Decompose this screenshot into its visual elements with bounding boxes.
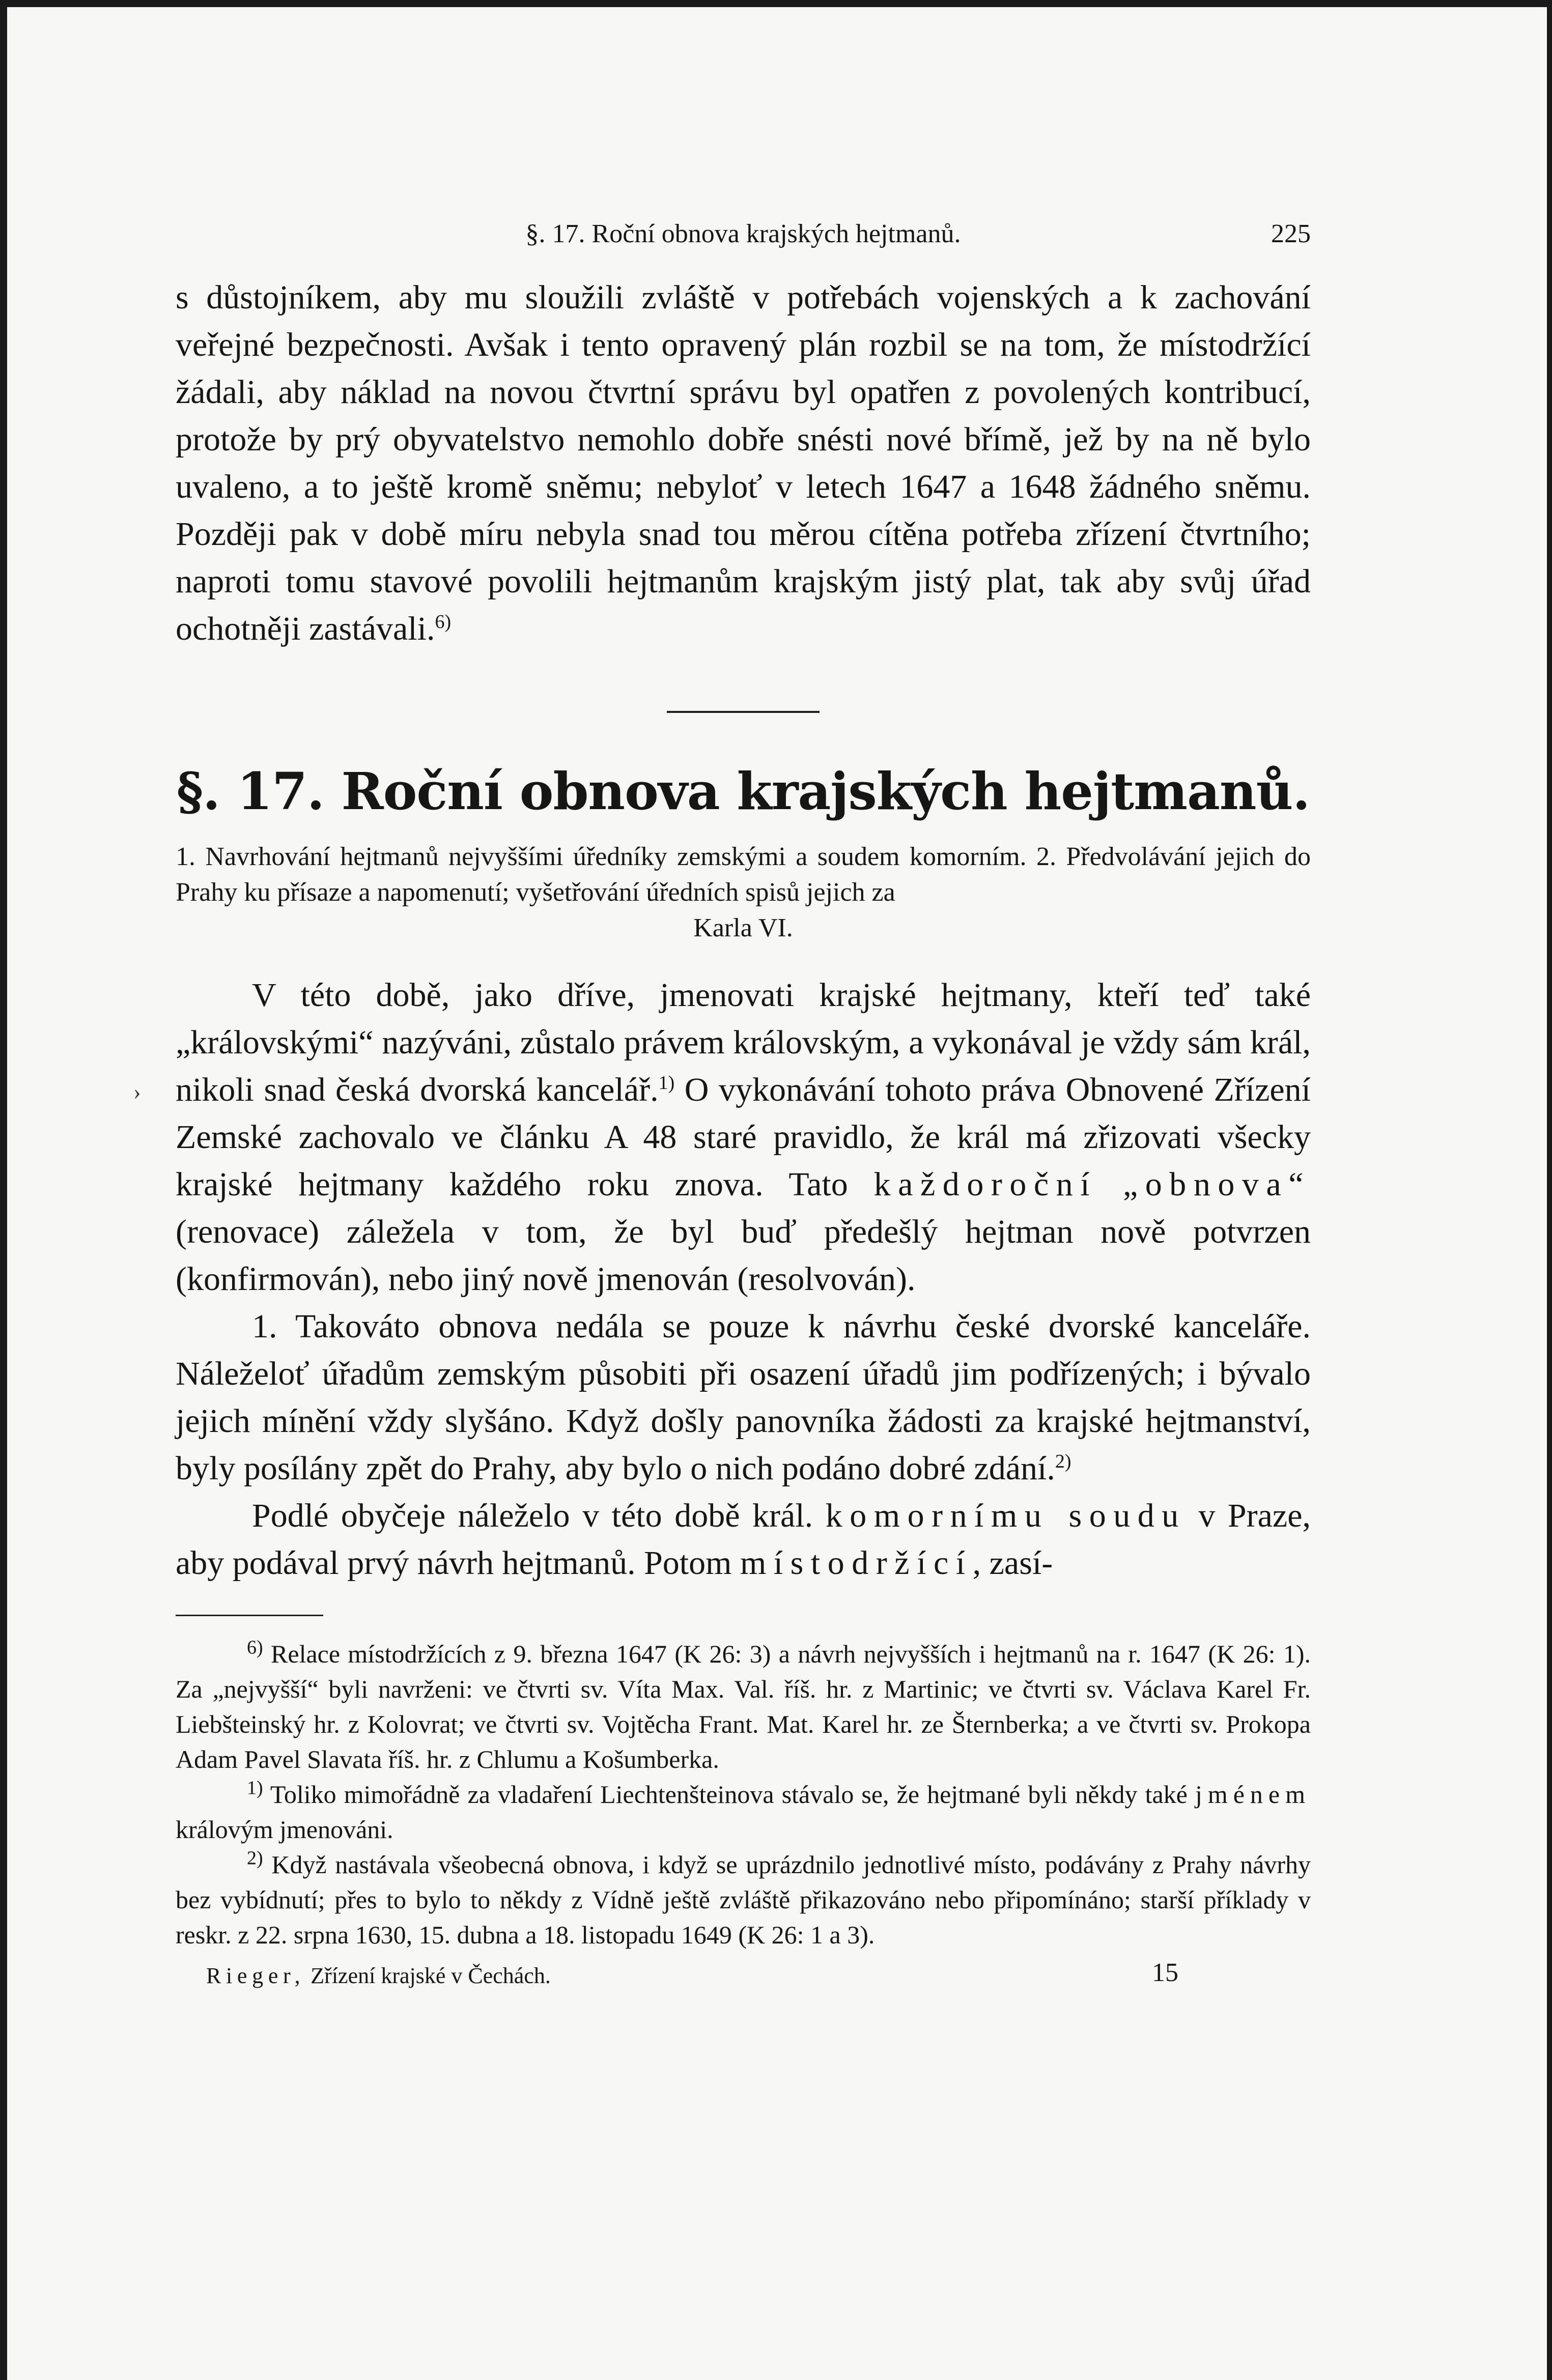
footnote-ref[interactable]: 6): [435, 611, 452, 633]
footnote: [176, 1777, 1311, 1847]
footnote: [176, 1847, 1311, 1953]
p3-spaced-word: komornímu soudu: [825, 1497, 1186, 1534]
footnote-text: Relace místodržících z 9. března 1647 (K 26: 3) a návrh nejvyšších i hejtmanů na r. 1647 (K 26: 1). Za „nejvyšší“ byli navrženi: ve čtvrti sv. Víta Max. Val. říš. hr. z Martinic; ve čtvrti sv. Václava Karel Fr. Liebšteinský hr. z Kolovrat; ve čtvrti sv. Vojtěcha Frant. Mat. Karel hr. ze Šternberka; a ve čtvrti sv. Prokopa Adam Pavel Slavata říš. hr. z Chlumu a Košumberka.: [176, 1640, 1311, 1773]
section-synopsis: [176, 839, 1311, 946]
footer-work: Zřízení krajské v Čechách.: [305, 1963, 551, 1988]
intro-text: s důstojníkem, aby mu sloužili zvláště v potřebách vojenských a k zachování veřejné bezpečnosti. Avšak i tento opravený plán rozbil se na tom, že místodržící žádali, aby náklad na novou čtvrtní správu byl opatřen z povolených kontribucí, protože by prý obyvatelstvo nemohlo dobře snésti nové břímě, jež by na ně bylo uvaleno, a to ještě kromě sněmu; nebyloť v letech 1647 a 1648 žádného sněmu. Později pak v době míru nebyla snad tou měrou cítěna potřeba zřízení čtvrtního; naproti tomu stavové povolili hejtmanům krajským jistý plat, tak aby svůj úřad ochotněji zastávali.: [176, 279, 1311, 647]
p3-text-c: , zasí-: [972, 1544, 1053, 1582]
running-header: [176, 214, 1311, 260]
paragraph-2: [176, 1303, 1311, 1492]
footer-author: Rieger,: [206, 1963, 305, 1988]
scan-border-top: [0, 0, 1552, 7]
synopsis-end: Karla VI.: [693, 913, 793, 942]
footnote-rule: [176, 1615, 323, 1616]
page-number: 225: [1271, 219, 1311, 248]
p1-text-a: V této době, jako dříve, jmenovati krajské hejtmany, kteří teď také „královskými“ nazýváni, zůstalo právem královským, a vykonával je vždy sám král, nikoli snad česká dvorská kancelář.: [176, 977, 1311, 1108]
p3-text-b: v Praze, aby podával prvý návrh hejtmanů. Potom: [176, 1497, 1311, 1582]
section-divider: [667, 711, 820, 713]
footnote-mark: 2): [247, 1847, 263, 1869]
page: [176, 214, 1311, 1998]
p1-text-b: O vykonávání tohoto práva Obnovené Zřízení Zemské zachovalo ve článku A 48 staré pravidlo, že král má zřizovati všecky krajské hejtmany každého roku znova. Tato: [176, 1071, 1311, 1203]
margin-mark: ›: [133, 1079, 141, 1104]
footnote-text: Když nastávala všeobecná obnova, i když se uprázdnilo jednotlivé místo, podávány z Prahy návrhy bez vybídnutí; přes to bylo to někdy z Vídně ještě zvláště přikazováno nebo připomínáno; starší příklady v reskr. z 22. srpna 1630, 15. dubna a 18. listopadu 1649 (K 26: 1 a 3).: [176, 1850, 1311, 1949]
footer-citation: [206, 1963, 551, 1989]
paragraph-3: [176, 1492, 1311, 1587]
p1-spaced-word: každoroční: [873, 1166, 1097, 1203]
scan-border-right: [1547, 0, 1552, 2380]
scan-border-left: [0, 0, 7, 2380]
footnote: [176, 1637, 1311, 1777]
running-title: §. 17. Roční obnova krajských hejtmanů.: [525, 219, 961, 248]
section-heading: §. 17. Roční obnova krajských hejtmanů.: [176, 761, 1310, 821]
p1-text-c: [1097, 1166, 1123, 1203]
p3-text-a: Podlé obyčeje náleželo v této době král.: [252, 1497, 826, 1534]
footnote-text: Toliko mimořádně za vladaření Liechtenšteinova stávalo se, že hejtmané byli někdy také: [263, 1780, 1195, 1809]
p3-spaced-word: místodržící: [740, 1544, 973, 1582]
p2-text: 1. Takováto obnova nedála se pouze k návrhu české dvorské kanceláře. Náleželoť úřadům zemským působiti při osazení úřadů jim podřízených; i bývalo jejich mínění vždy slyšáno. Když došly panovníka žádosti za krajské hejtmanství, byly posílány zpět do Prahy, aby bylo o nich podáno dobré zdání.: [176, 1308, 1311, 1487]
footnote-ref[interactable]: 2): [1055, 1451, 1071, 1472]
p1-text-d: (renovace) záležela v tom, že byl buď předešlý hejtman nově potvrzen (konfirmován), nebo jiný nově jmenován (resolvován).: [176, 1213, 1311, 1298]
footnote-ref[interactable]: 1): [658, 1072, 675, 1094]
intro-paragraph: [176, 274, 1311, 652]
signature-mark: 15: [1152, 1958, 1178, 1987]
synopsis-text: 1. Navrhování hejtmanů nejvyššími úředníky zemskými a soudem komorním. 2. Předvolávání jejich do Prahy ku přísaze a napomenutí; vyšetřování úředních spisů jejich za: [176, 842, 1311, 907]
footnote-mark: 6): [247, 1637, 263, 1658]
paragraph-1: [176, 971, 1311, 1303]
footnote-spaced-word: jménem: [1195, 1780, 1311, 1809]
page-footer: [176, 1958, 1311, 1998]
footnote-mark: 1): [247, 1777, 263, 1799]
footnote-text: královým jmenováni.: [176, 1815, 393, 1844]
p1-spaced-word: „obnova“: [1122, 1166, 1311, 1203]
